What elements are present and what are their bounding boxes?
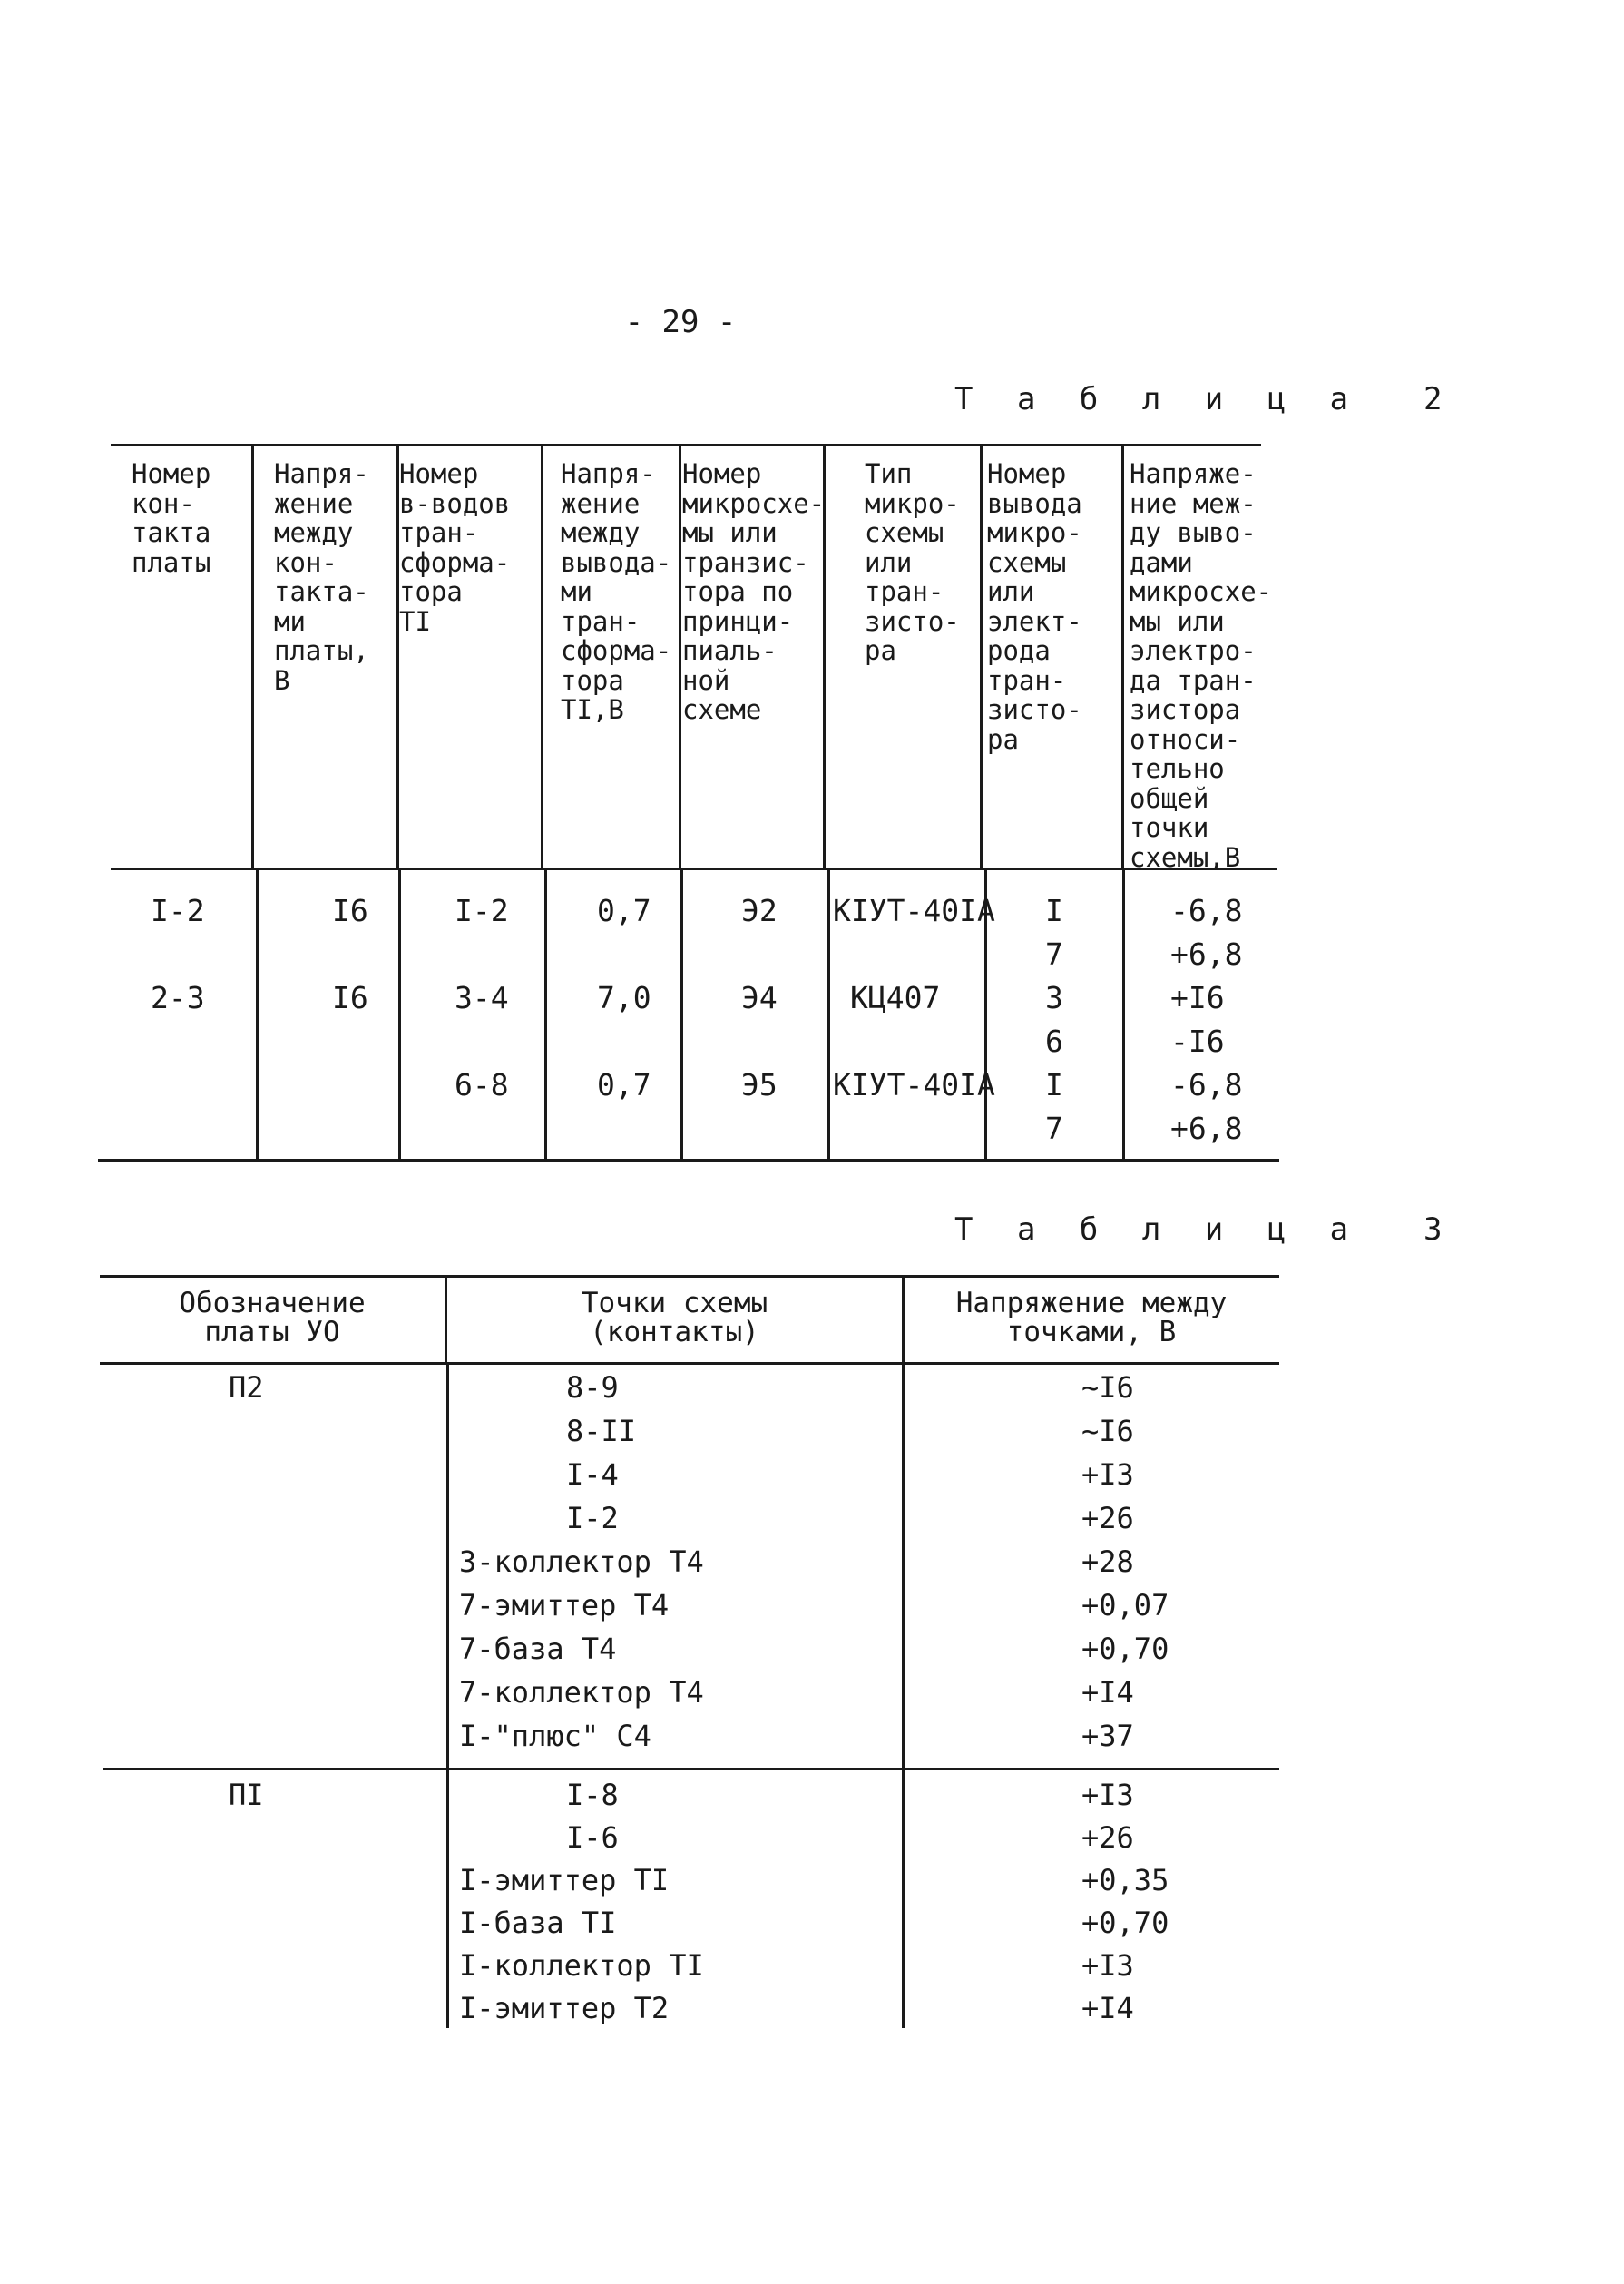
table-2-divider bbox=[544, 869, 547, 1159]
table-2-header-cell: Номер кон- такта платы bbox=[132, 458, 211, 578]
table-3-top-rule bbox=[100, 1275, 1279, 1278]
table-3-cell: 3-коллектор Т4 bbox=[459, 1544, 704, 1579]
table-2-divider bbox=[680, 869, 683, 1159]
table-2-cell: 3-4 bbox=[455, 980, 509, 1015]
table-3-cell: ~I6 bbox=[1081, 1370, 1134, 1405]
table-3-cell: +0,35 bbox=[1081, 1863, 1169, 1897]
table-2-header-cell: Напряже- ние меж- ду выво- дами микросхе- мы или электро- да тран- зистора относи- тельно общей точки схемы,В bbox=[1130, 458, 1273, 873]
table-3-cell: +0,70 bbox=[1081, 1632, 1169, 1666]
table-3-cell: I-8 bbox=[566, 1778, 619, 1812]
table-2-divider bbox=[679, 444, 681, 869]
board-label: П2 bbox=[229, 1370, 264, 1405]
table-2-cell: КIУТ-40IА bbox=[833, 1067, 995, 1103]
table-2-cell: 0,7 bbox=[597, 893, 651, 928]
table-3-header-rule bbox=[100, 1362, 1279, 1365]
table-3-cell: I-"плюс" С4 bbox=[459, 1719, 651, 1753]
table-2-cell: 2-3 bbox=[151, 980, 205, 1015]
table-2-cell: 0,7 bbox=[597, 1067, 651, 1103]
page-number: - 29 - bbox=[624, 304, 737, 340]
table-2-cell: I-2 bbox=[151, 893, 205, 928]
table-3-header-cell: Обозначение платы УО bbox=[179, 1287, 366, 1348]
table-2-header-cell: Тип микро- схемы или тран- зисто- ра bbox=[865, 458, 960, 666]
table-2-cell: I6 bbox=[332, 980, 368, 1015]
table-3-cell: 8-II bbox=[566, 1414, 637, 1448]
table-3-cell: 8-9 bbox=[566, 1370, 619, 1405]
table-2-header-cell: Номер микросхе- мы или транзис- тора по принци- пиаль- ной схеме bbox=[682, 458, 826, 725]
table-2-header-cell: Номер вывода микро- схемы или элект- рода тран- зисто- ра bbox=[987, 458, 1082, 755]
table-2-divider bbox=[251, 444, 254, 869]
table-3-cell: +26 bbox=[1081, 1820, 1134, 1855]
table-3-divider bbox=[902, 1364, 905, 2028]
table-2-cell: -I6 bbox=[1170, 1024, 1225, 1059]
table-3-divider bbox=[446, 1364, 449, 2028]
table-2-bottom-rule bbox=[98, 1159, 1279, 1162]
table-2-cell: I bbox=[1045, 1067, 1063, 1103]
table-2-cell: 7 bbox=[1045, 1111, 1063, 1146]
table-2-divider bbox=[398, 869, 401, 1159]
table-2-divider bbox=[980, 444, 983, 869]
table-3-cell: I-эмиттер Т2 bbox=[459, 1991, 670, 2025]
table-3-cell: ~I6 bbox=[1081, 1414, 1134, 1448]
table-2-cell: -6,8 bbox=[1170, 1067, 1243, 1103]
table-3-cell: +26 bbox=[1081, 1501, 1134, 1535]
table-2-header-cell: Напря- жение между кон- такта- ми платы, В bbox=[274, 458, 369, 696]
table-2-cell: КЦ407 bbox=[850, 980, 941, 1015]
table-2-divider bbox=[1121, 444, 1124, 869]
table-3-cell: +0,70 bbox=[1081, 1906, 1169, 1940]
table-3-cell: I-база ТI bbox=[459, 1906, 617, 1940]
table-2-cell: 6 bbox=[1045, 1024, 1063, 1059]
table-2-top-rule bbox=[111, 444, 1261, 446]
table-3-cell: +28 bbox=[1081, 1544, 1134, 1579]
table-2-cell: I-2 bbox=[455, 893, 509, 928]
table-2-divider bbox=[827, 869, 830, 1159]
table-3-header-cell: Напряжение между точками, В bbox=[955, 1287, 1228, 1348]
table-3-cell: +37 bbox=[1081, 1719, 1134, 1753]
table-2-cell: Э4 bbox=[741, 980, 778, 1015]
table-2-cell: -6,8 bbox=[1170, 893, 1243, 928]
table-2-cell: 6-8 bbox=[455, 1067, 509, 1103]
table-3-cell: I-эмиттер ТI bbox=[459, 1863, 670, 1897]
table-2-cell: Э5 bbox=[741, 1067, 778, 1103]
table-2-header-cell: Напря- жение между вывода- ми тран- сформа- тора TI,В bbox=[561, 458, 672, 725]
table-3-cell: I-4 bbox=[566, 1457, 619, 1492]
table-2-header-rule bbox=[111, 868, 1277, 870]
table-2-cell: +6,8 bbox=[1170, 1111, 1243, 1146]
table-3-header-cell: Точки схемы (контакты) bbox=[581, 1287, 768, 1348]
table-3-cell: +0,07 bbox=[1081, 1588, 1169, 1622]
table-3-cell: +I4 bbox=[1081, 1991, 1134, 2025]
table-2-cell: I bbox=[1045, 893, 1063, 928]
table-2-cell: 3 bbox=[1045, 980, 1063, 1015]
table-2-caption: Т а б л и ц а 2 bbox=[954, 381, 1455, 417]
table-2-divider bbox=[256, 869, 259, 1159]
board-label: ПI bbox=[229, 1778, 264, 1812]
table-2-header-cell: Номер в-водов тран- сформа- тора TI bbox=[399, 458, 511, 637]
table-3-cell: +I3 bbox=[1081, 1778, 1134, 1812]
table-3-cell: 7-эмиттер Т4 bbox=[459, 1588, 670, 1622]
table-3-cell: +I3 bbox=[1081, 1948, 1134, 1983]
table-3-cell: +I4 bbox=[1081, 1675, 1134, 1710]
table-3-cell: 7-коллектор Т4 bbox=[459, 1675, 704, 1710]
table-3-group-rule bbox=[103, 1768, 1279, 1770]
table-3-cell: I-2 bbox=[566, 1501, 619, 1535]
table-2-cell: 7 bbox=[1045, 936, 1063, 972]
table-3-cell: I-коллектор ТI bbox=[459, 1948, 704, 1983]
table-2-cell: 7,0 bbox=[597, 980, 651, 1015]
table-2-cell: +I6 bbox=[1170, 980, 1225, 1015]
table-2-divider bbox=[541, 444, 543, 869]
table-2-cell: I6 bbox=[332, 893, 368, 928]
table-2-cell: Э2 bbox=[741, 893, 778, 928]
table-3-cell: 7-база Т4 bbox=[459, 1632, 617, 1666]
table-2-divider bbox=[1122, 869, 1125, 1159]
table-3-cell: +I3 bbox=[1081, 1457, 1134, 1492]
table-2-cell: +6,8 bbox=[1170, 936, 1243, 972]
table-2-cell: КIУТ-40IА bbox=[833, 893, 995, 928]
table-3-cell: I-6 bbox=[566, 1820, 619, 1855]
table-3-caption: Т а б л и ц а 3 bbox=[954, 1211, 1455, 1248]
